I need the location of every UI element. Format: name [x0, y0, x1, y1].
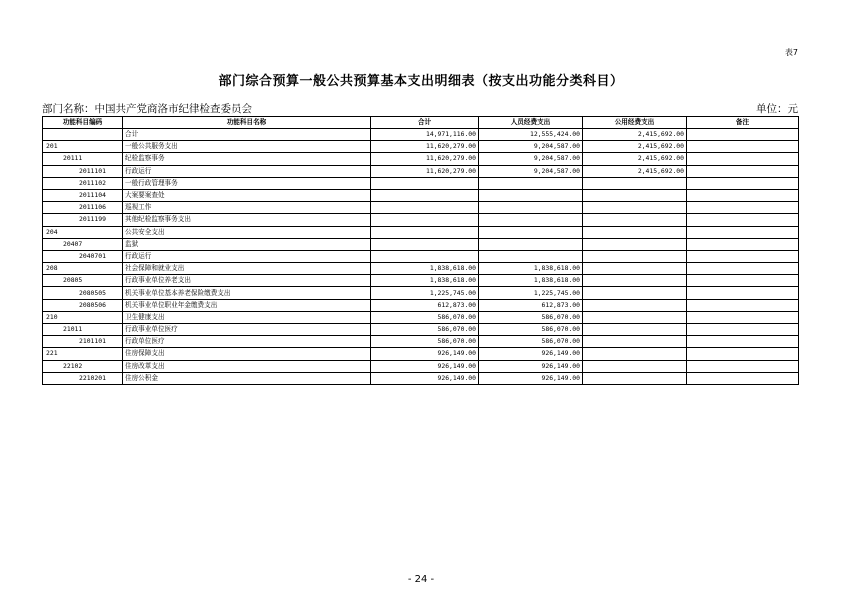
cell-total: 926,149.00 — [371, 360, 479, 372]
cell-total: 926,149.00 — [371, 372, 479, 384]
cell-note — [687, 287, 799, 299]
cell-name: 住房改革支出 — [123, 360, 371, 372]
cell-total: 586,070.00 — [371, 324, 479, 336]
cell-name: 社会保障和就业支出 — [123, 263, 371, 275]
cell-personnel: 926,149.00 — [479, 348, 583, 360]
cell-note — [687, 275, 799, 287]
cell-personnel — [479, 226, 583, 238]
cell-total: 11,620,279.00 — [371, 165, 479, 177]
table-header-row — [43, 117, 799, 129]
cell-code: 210 — [43, 311, 123, 323]
cell-total: 14,971,116.00 — [371, 129, 479, 141]
cell-note — [687, 311, 799, 323]
cell-public: 2,415,692.00 — [583, 129, 687, 141]
cell-name: 行政事业单位养老支出 — [123, 275, 371, 287]
cell-name: 行政运行 — [123, 250, 371, 262]
cell-personnel: 9,204,587.00 — [479, 153, 583, 165]
table-row — [43, 360, 799, 372]
cell-code: 2080506 — [43, 299, 123, 311]
cell-total — [371, 226, 479, 238]
cell-total — [371, 250, 479, 262]
cell-total: 1,225,745.00 — [371, 287, 479, 299]
table-row — [43, 153, 799, 165]
unit-label: 单位：元 — [756, 103, 798, 115]
cell-public: 2,415,692.00 — [583, 141, 687, 153]
cell-name: 巡视工作 — [123, 202, 371, 214]
cell-note — [687, 153, 799, 165]
cell-personnel: 612,873.00 — [479, 299, 583, 311]
cell-public — [583, 287, 687, 299]
table-row — [43, 287, 799, 299]
table-row — [43, 311, 799, 323]
cell-code: 2101101 — [43, 336, 123, 348]
cell-total: 926,149.00 — [371, 348, 479, 360]
cell-personnel — [479, 177, 583, 189]
table-body — [43, 129, 799, 385]
cell-code: 2011106 — [43, 202, 123, 214]
cell-code: 2210201 — [43, 372, 123, 384]
cell-public — [583, 275, 687, 287]
cell-name: 行政事业单位医疗 — [123, 324, 371, 336]
column-header-code: 功能科目编码 — [43, 117, 123, 129]
cell-note — [687, 372, 799, 384]
cell-personnel — [479, 202, 583, 214]
cell-total — [371, 202, 479, 214]
cell-public — [583, 311, 687, 323]
cell-note — [687, 177, 799, 189]
cell-public — [583, 336, 687, 348]
column-header-note: 备注 — [687, 117, 799, 129]
cell-total: 1,838,618.00 — [371, 263, 479, 275]
table-row — [43, 336, 799, 348]
cell-total: 11,620,279.00 — [371, 153, 479, 165]
cell-code: 2011199 — [43, 214, 123, 226]
cell-personnel: 9,204,587.00 — [479, 141, 583, 153]
table-row — [43, 226, 799, 238]
cell-note — [687, 214, 799, 226]
cell-name: 纪检监察事务 — [123, 153, 371, 165]
cell-public — [583, 238, 687, 250]
cell-total: 586,070.00 — [371, 311, 479, 323]
column-header-name: 功能科目名称 — [123, 117, 371, 129]
cell-total — [371, 177, 479, 189]
cell-personnel: 926,149.00 — [479, 372, 583, 384]
cell-code: 2011104 — [43, 189, 123, 201]
cell-code: 221 — [43, 348, 123, 360]
cell-personnel: 926,149.00 — [479, 360, 583, 372]
cell-note — [687, 238, 799, 250]
cell-code: 2011101 — [43, 165, 123, 177]
cell-note — [687, 226, 799, 238]
cell-total — [371, 189, 479, 201]
cell-note — [687, 129, 799, 141]
cell-code: 208 — [43, 263, 123, 275]
expense-table — [42, 116, 799, 385]
cell-code: 204 — [43, 226, 123, 238]
cell-name: 卫生健康支出 — [123, 311, 371, 323]
cell-public — [583, 177, 687, 189]
table-row — [43, 348, 799, 360]
column-header-total: 合计 — [371, 117, 479, 129]
cell-name: 住房公积金 — [123, 372, 371, 384]
cell-total: 612,873.00 — [371, 299, 479, 311]
cell-note — [687, 360, 799, 372]
cell-note — [687, 348, 799, 360]
cell-total — [371, 214, 479, 226]
cell-public — [583, 360, 687, 372]
table-row — [43, 275, 799, 287]
cell-note — [687, 141, 799, 153]
table-row — [43, 372, 799, 384]
cell-public — [583, 250, 687, 262]
cell-code: 2080505 — [43, 287, 123, 299]
cell-total: 11,620,279.00 — [371, 141, 479, 153]
cell-note — [687, 165, 799, 177]
cell-code: 2011102 — [43, 177, 123, 189]
cell-name: 监狱 — [123, 238, 371, 250]
table-row — [43, 238, 799, 250]
cell-public — [583, 372, 687, 384]
cell-total: 586,070.00 — [371, 336, 479, 348]
table-row — [43, 202, 799, 214]
cell-name: 一般公共服务支出 — [123, 141, 371, 153]
cell-personnel: 586,070.00 — [479, 324, 583, 336]
cell-personnel — [479, 250, 583, 262]
table-row — [43, 165, 799, 177]
cell-personnel — [479, 238, 583, 250]
cell-public — [583, 189, 687, 201]
cell-note — [687, 189, 799, 201]
cell-public — [583, 226, 687, 238]
cell-code: 20111 — [43, 153, 123, 165]
cell-name: 行政运行 — [123, 165, 371, 177]
table-row — [43, 214, 799, 226]
cell-code — [43, 129, 123, 141]
cell-name: 机关事业单位职业年金缴费支出 — [123, 299, 371, 311]
cell-personnel: 1,225,745.00 — [479, 287, 583, 299]
cell-personnel: 586,070.00 — [479, 336, 583, 348]
cell-public — [583, 299, 687, 311]
cell-public — [583, 324, 687, 336]
cell-code: 22102 — [43, 360, 123, 372]
cell-note — [687, 324, 799, 336]
cell-personnel: 12,555,424.00 — [479, 129, 583, 141]
table-row — [43, 324, 799, 336]
column-header-public: 公用经费支出 — [583, 117, 687, 129]
cell-name: 一般行政管理事务 — [123, 177, 371, 189]
cell-note — [687, 263, 799, 275]
cell-total — [371, 238, 479, 250]
cell-note — [687, 202, 799, 214]
cell-public — [583, 214, 687, 226]
table-row — [43, 250, 799, 262]
cell-personnel: 9,204,587.00 — [479, 165, 583, 177]
cell-name: 公共安全支出 — [123, 226, 371, 238]
cell-personnel: 1,838,618.00 — [479, 263, 583, 275]
cell-code: 21011 — [43, 324, 123, 336]
table-row — [43, 299, 799, 311]
column-header-personnel: 人员经费支出 — [479, 117, 583, 129]
cell-code: 201 — [43, 141, 123, 153]
cell-personnel: 1,838,618.00 — [479, 275, 583, 287]
cell-personnel — [479, 189, 583, 201]
table-number: 表7 — [784, 48, 798, 57]
table-row — [43, 263, 799, 275]
cell-note — [687, 336, 799, 348]
cell-name: 行政单位医疗 — [123, 336, 371, 348]
table-row — [43, 129, 799, 141]
cell-public: 2,415,692.00 — [583, 165, 687, 177]
cell-code: 20805 — [43, 275, 123, 287]
cell-code: 2040701 — [43, 250, 123, 262]
cell-name: 其他纪检监察事务支出 — [123, 214, 371, 226]
cell-public — [583, 202, 687, 214]
cell-name: 住房保障支出 — [123, 348, 371, 360]
cell-total: 1,838,618.00 — [371, 275, 479, 287]
cell-public: 2,415,692.00 — [583, 153, 687, 165]
table-row — [43, 141, 799, 153]
table-row — [43, 189, 799, 201]
page-title: 部门综合预算一般公共预算基本支出明细表（按支出功能分类科目） — [218, 74, 624, 89]
cell-public — [583, 348, 687, 360]
page-number: - 24 - — [407, 574, 435, 585]
cell-code: 20407 — [43, 238, 123, 250]
department-name: 部门名称：中国共产党商洛市纪律检查委员会 — [42, 103, 252, 115]
cell-name: 大案要案查处 — [123, 189, 371, 201]
cell-note — [687, 299, 799, 311]
cell-name: 合计 — [123, 129, 371, 141]
cell-name: 机关事业单位基本养老保险缴费支出 — [123, 287, 371, 299]
cell-public — [583, 263, 687, 275]
cell-note — [687, 250, 799, 262]
cell-personnel: 586,070.00 — [479, 311, 583, 323]
cell-personnel — [479, 214, 583, 226]
table-row — [43, 177, 799, 189]
